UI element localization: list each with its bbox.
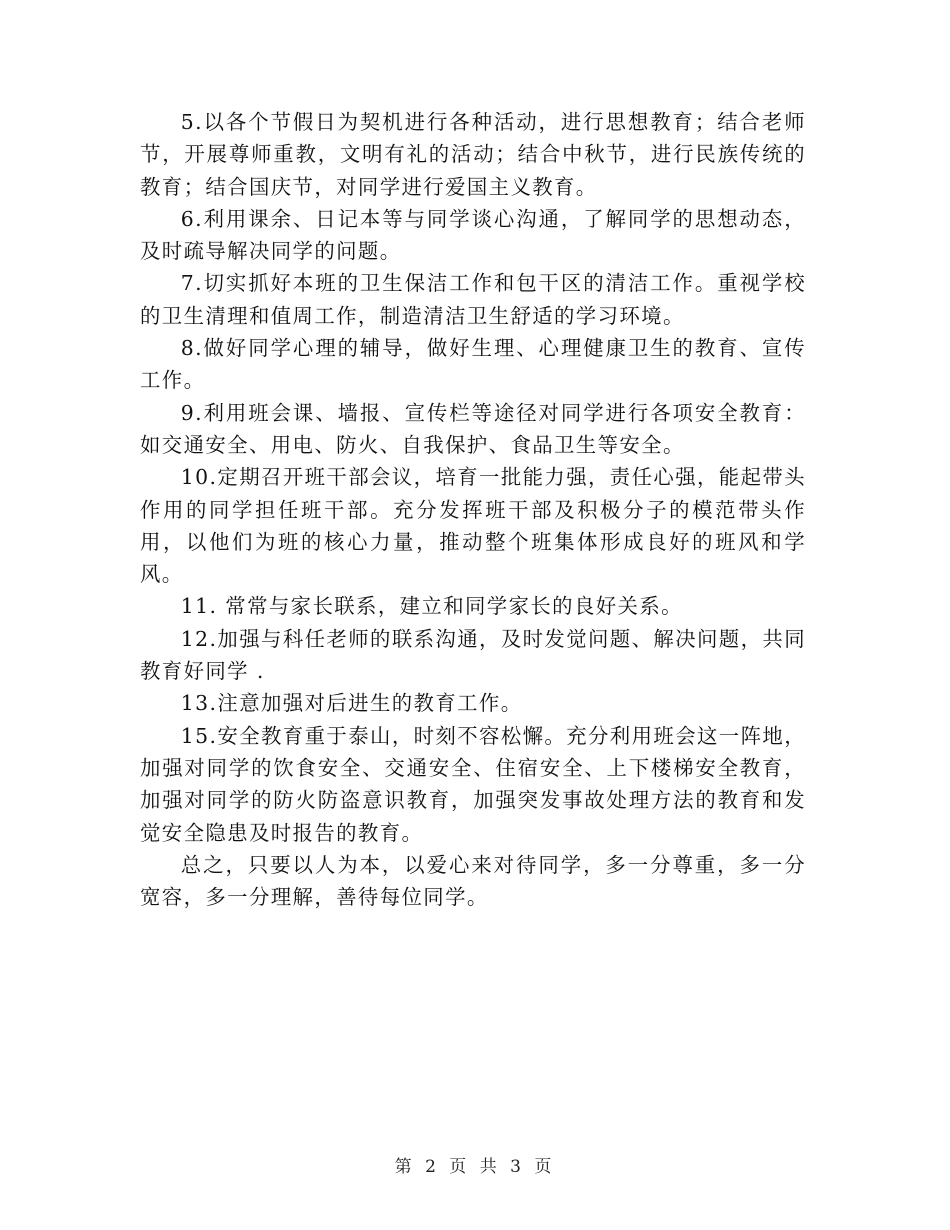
paragraph-item-10: 10.定期召开班干部会议，培育一批能力强，责任心强，能起带头作用的同学担任班干部。充分发挥班干部及积极分子的模范带头作用，以他们为班的核心力量，推动整个班集体形成良好的班风和学风。 — [140, 465, 806, 587]
paragraph-item-5: 5.以各个节假日为契机进行各种活动，进行思想教育；结合老师节，开展尊师重教，文明有礼的活动；结合中秋节，进行民族传统的教育；结合国庆节，对同学进行爱国主义教育。 — [140, 110, 806, 199]
document-body — [140, 106, 806, 913]
paragraph-item-13: 13.注意加强对后进生的教育工作。 — [180, 691, 523, 716]
paragraph-item-12: 12.加强与科任老师的联系沟通，及时发觉问题、解决问题，共同教育好同学 . — [140, 626, 806, 684]
paragraph-item-6: 6.利用课余、日记本等与同学谈心沟通，了解同学的思想动态，及时疏导解决同学的问题。 — [140, 206, 806, 264]
paragraph-item-9: 9.利用班会课、墙报、宣传栏等途径对同学进行各项安全教育：如交通安全、用电、防火、自我保护、食品卫生等安全。 — [140, 400, 806, 457]
paragraph-item-7: 7.切实抓好本班的卫生保洁工作和包干区的清洁工作。重视学校的卫生清理和值周工作，制造清洁卫生舒适的学习环境。 — [140, 271, 806, 328]
paragraph-item-11: 11. 常常与家长联系，建立和同学家长的良好关系。 — [180, 594, 683, 619]
paragraph-summary: 总之，只要以人为本，以爱心来对待同学，多一分尊重，多一分宽容，多一分理解，善待每位同学。 — [140, 852, 806, 910]
paragraph-item-15: 15.安全教育重于泰山，时刻不容松懈。充分利用班会这一阵地，加强对同学的饮食安全、交通安全、住宿安全、上下楼梯安全教育，加强对同学的防火防盗意识教育，加强突发事故处理方法的教育和发觉安全隐患及时报告的教育。 — [140, 723, 806, 845]
page-number-footer: 第 2 页 共 3 页 — [394, 1157, 556, 1177]
paragraph-item-8: 8.做好同学心理的辅导，做好生理、心理健康卫生的教育、宣传工作。 — [140, 336, 806, 393]
